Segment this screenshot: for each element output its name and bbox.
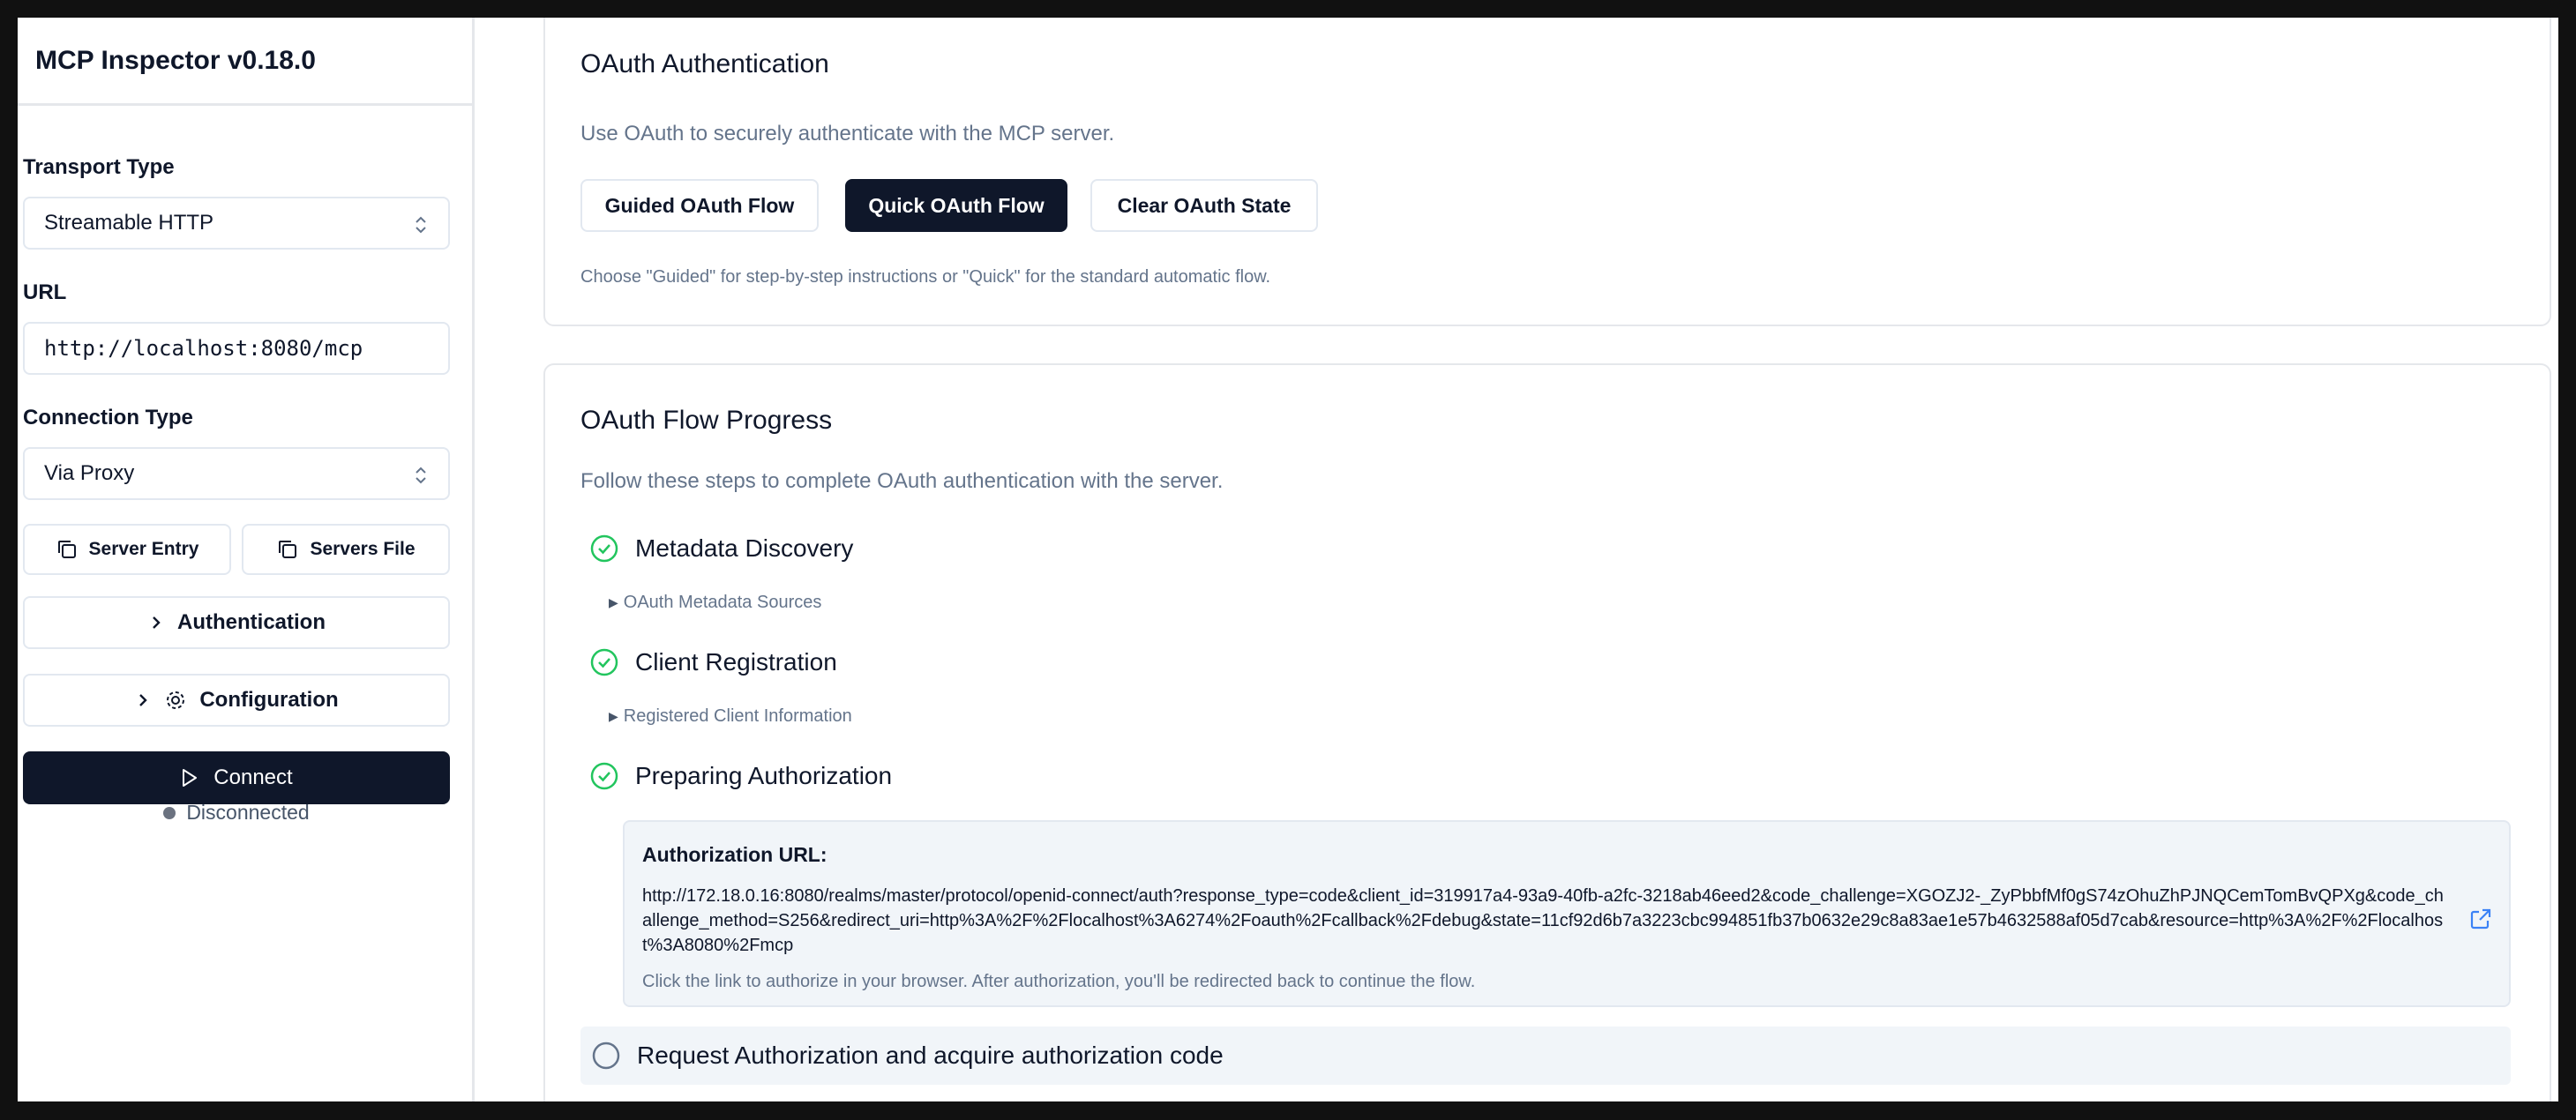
- oauth-flow-progress-card: [543, 363, 2551, 1101]
- details-label: Registered Client Information: [623, 706, 852, 726]
- connect-button[interactable]: [23, 751, 450, 804]
- external-link-icon[interactable]: [2468, 907, 2493, 931]
- registered-client-information-toggle[interactable]: [609, 706, 852, 727]
- oauth-metadata-sources-toggle[interactable]: [609, 593, 821, 613]
- triangle-right-icon: ▶: [609, 595, 618, 609]
- servers-file-button[interactable]: [242, 524, 450, 575]
- authentication-label: Authentication: [177, 610, 326, 634]
- configuration-label: Configuration: [199, 688, 339, 712]
- app-title: MCP Inspector v0.18.0: [35, 45, 316, 75]
- details-label: OAuth Metadata Sources: [623, 593, 822, 612]
- step-title: Client Registration: [635, 648, 837, 676]
- connection-status: [23, 801, 450, 825]
- oauth-flow-hint: Choose "Guided" for step-by-step instructions or "Quick" for the standard automatic flow.: [580, 267, 1271, 287]
- authorization-url-label: Authorization URL:: [642, 843, 827, 866]
- copy-icon: [276, 538, 299, 561]
- connection-type-value: Via Proxy: [44, 461, 135, 485]
- sidebar-header: [18, 18, 472, 106]
- server-entry-label: Server Entry: [88, 539, 199, 559]
- oauth-authentication-card: [543, 18, 2551, 326]
- status-dot-icon: [163, 807, 176, 819]
- triangle-right-icon: ▶: [609, 709, 618, 723]
- connect-label: Connect: [213, 765, 293, 789]
- authorization-url-box: [623, 820, 2511, 1007]
- chevron-right-icon: [147, 614, 165, 631]
- check-circle-icon: [589, 534, 619, 564]
- step-client-registration: [589, 647, 837, 677]
- authorization-hint: Click the link to authorize in your browser. After authorization, you'll be redirected back to continue the flow.: [642, 972, 1476, 991]
- oauth-authentication-title: OAuth Authentication: [580, 49, 829, 78]
- empty-circle-icon: [591, 1041, 621, 1071]
- check-circle-icon: [589, 647, 619, 677]
- chevron-right-icon: [134, 691, 152, 709]
- connection-type-select[interactable]: [23, 447, 450, 500]
- clear-oauth-state-button[interactable]: Clear OAuth State: [1090, 179, 1318, 232]
- url-label: URL: [23, 280, 67, 304]
- step-title: Preparing Authorization: [635, 762, 893, 789]
- status-text: Disconnected: [186, 801, 310, 824]
- main-content: [477, 18, 2558, 1101]
- gear-icon: [164, 689, 187, 712]
- guided-oauth-flow-button[interactable]: Guided OAuth Flow: [580, 179, 819, 232]
- step-title: Request Authorization and acquire authorization code: [637, 1042, 1224, 1069]
- oauth-flow-progress-title: OAuth Flow Progress: [580, 406, 833, 435]
- chevron-up-down-icon: [415, 465, 427, 486]
- copy-icon: [56, 538, 79, 561]
- oauth-flow-progress-description: Follow these steps to complete OAuth authentication with the server.: [580, 469, 1224, 493]
- step-preparing-authorization: [589, 761, 892, 791]
- check-circle-icon: [589, 761, 619, 791]
- step-metadata-discovery: [589, 534, 853, 564]
- chevron-up-down-icon: [415, 214, 427, 235]
- connection-type-label: Connection Type: [23, 406, 193, 429]
- url-input[interactable]: http://localhost:8080/mcp: [23, 322, 450, 375]
- sidebar: [18, 18, 475, 1101]
- configuration-toggle[interactable]: [23, 674, 450, 727]
- servers-file-label: Servers File: [310, 539, 416, 559]
- app-window: [18, 18, 2558, 1101]
- step-title: Metadata Discovery: [635, 534, 854, 562]
- transport-type-label: Transport Type: [23, 155, 175, 179]
- server-entry-button[interactable]: [23, 524, 231, 575]
- play-icon: [180, 767, 199, 788]
- transport-type-select[interactable]: [23, 197, 450, 250]
- transport-type-value: Streamable HTTP: [44, 211, 214, 235]
- step-request-authorization: [580, 1027, 2511, 1085]
- authorization-url-link[interactable]: http://172.18.0.16:8080/realms/master/protocol/openid-connect/auth?response_type=code&client_id=319917a4-93a9-40fb-a2fc-3218ab46eed2&code_challenge=XGOZJ2-_ZyPbbfMf0gS74zOhuZhPJNQCemTomBvQPXg&code_challenge_method=S256&redirect_uri=http%3A%2F%2Flocalhost%3A6274%2Foauth%2Fcallback%2Fdebug&state=11cf92d6b7a3223cbc994851fb37b0632e29c8a83ae1e57b4632588af05d7cab&resource=http%3A%2F%2Flocalhost%3A8080%2Fmcp: [642, 886, 2444, 955]
- oauth-authentication-description: Use OAuth to securely authenticate with the MCP server.: [580, 122, 1115, 146]
- authentication-toggle[interactable]: [23, 596, 450, 649]
- quick-oauth-flow-button[interactable]: Quick OAuth Flow: [845, 179, 1067, 232]
